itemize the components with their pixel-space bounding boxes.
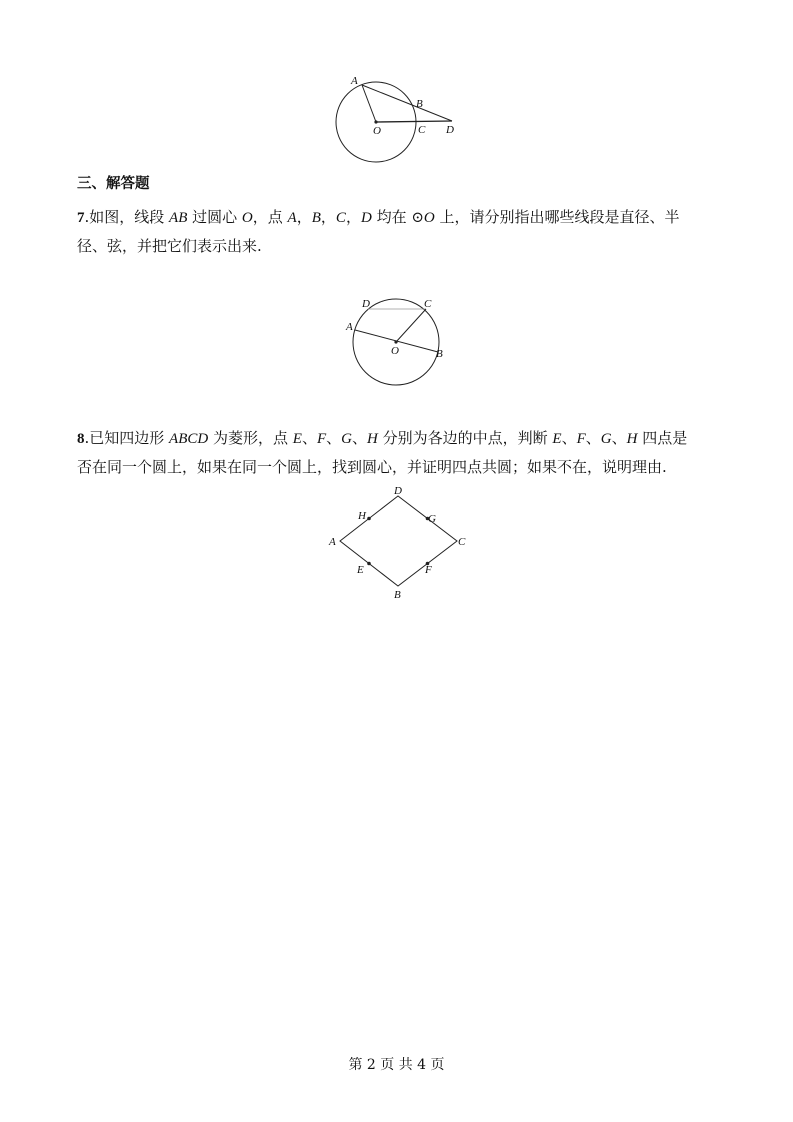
text: 、 (351, 429, 367, 447)
math-var: H (626, 431, 638, 447)
figure-circle-diameter (340, 290, 460, 390)
math-var: E (552, 431, 562, 447)
label-b: B (394, 589, 401, 601)
segment-ao (362, 85, 376, 122)
math-var: AB (169, 210, 188, 226)
text: 上，请分别指出哪些线段是直径、半 (434, 208, 680, 226)
point-o (394, 340, 397, 343)
label-f: F (425, 564, 432, 576)
figure-circle-secant-svg (330, 70, 470, 170)
label-a: A (351, 75, 358, 87)
figure-rhombus (325, 482, 475, 602)
label-b: B (436, 348, 443, 360)
math-var: F (576, 431, 586, 447)
text: 、 (326, 429, 342, 447)
question-8-line-2: 否在同一个圆上，如果在同一个圆上，找到圆心，并证明四点共圆；如果不在，说明理由. (77, 458, 667, 476)
radius-oc (396, 309, 426, 342)
label-h: H (358, 510, 366, 522)
label-d: D (362, 298, 370, 310)
math-var: O (241, 210, 253, 226)
page-footer: 第 2 页 共 4 页 (348, 1057, 445, 1073)
math-var: G (600, 431, 612, 447)
label-o: O (391, 345, 399, 357)
math-var: B (311, 210, 321, 226)
question-7-line-2: 径、弦，并把它们表示出来. (77, 237, 262, 255)
text: .如图，线段 (84, 208, 170, 226)
segment-ad (362, 85, 452, 121)
midpoint-e (367, 562, 371, 566)
midpoint-h (367, 517, 371, 521)
label-e: E (357, 564, 364, 576)
figure-rhombus-svg (325, 482, 475, 602)
section-heading: 三、解答题 (77, 176, 150, 192)
label-d: D (394, 485, 402, 497)
segment-od (376, 121, 452, 122)
label-g: G (428, 513, 436, 525)
label-d: D (446, 124, 454, 136)
text: ， (345, 208, 361, 226)
label-a: A (329, 536, 336, 548)
math-var: ABCD (169, 431, 209, 447)
text: 、 (301, 429, 317, 447)
label-a: A (346, 321, 353, 333)
text: ， (296, 208, 312, 226)
question-7-line-1 (77, 203, 717, 232)
math-var: G (341, 431, 352, 447)
math-var: F (316, 431, 327, 447)
text: 为菱形，点 (208, 429, 293, 447)
label-o: O (373, 125, 381, 137)
text: 、 (585, 429, 601, 447)
question-number: 7 (77, 210, 85, 226)
label-c: C (424, 298, 432, 310)
text: ， (320, 208, 336, 226)
math-var: O (423, 210, 435, 226)
math-var: H (367, 431, 378, 447)
figure-circle-secant (330, 70, 470, 170)
point-o (374, 120, 377, 123)
text: 、 (561, 429, 577, 447)
math-var: D (360, 210, 372, 226)
question-8-line-1 (77, 424, 717, 453)
question-number: 8 (77, 431, 85, 447)
math-var: A (287, 210, 297, 226)
text: 均在 ⊙ (371, 208, 424, 226)
label-b: B (416, 98, 423, 110)
math-var: C (335, 210, 346, 226)
text: 分别为各边的中点，判断 (377, 429, 553, 447)
text: 、 (611, 429, 627, 447)
question-8 (77, 424, 717, 481)
math-var: E (292, 431, 302, 447)
text: ，点 (252, 208, 288, 226)
text: 过圆心 (187, 208, 242, 226)
label-c: C (418, 124, 426, 136)
figure-circle-diameter-svg (340, 290, 460, 390)
label-c: C (458, 536, 466, 548)
text: 四点是 (637, 429, 688, 447)
text: .已知四边形 (84, 429, 170, 447)
question-7 (77, 203, 717, 260)
